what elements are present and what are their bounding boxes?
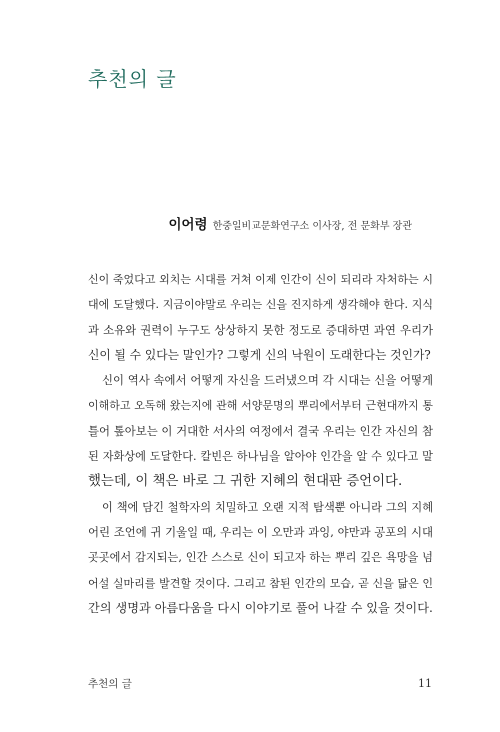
text-line: 곳곳에서 감지되는, 인간 스스로 신이 되고자 하는 뿌리 깊은 욕망을 넘: [88, 551, 433, 565]
text-line: 과 소유와 권력이 누구도 상상하지 못한 정도로 증대하면 과연 우리가: [88, 322, 433, 337]
body-text: [88, 267, 433, 621]
text-line: 어설 실마리를 발견할 것이다. 그리고 참된 인간의 모습, 곧 신을 닮은 인: [88, 576, 433, 590]
author-name: 이어령: [168, 217, 208, 233]
text-line: 틀어 톺아보는 이 거대한 서사의 여정에서 결국 우리는 인간 자신의 참: [88, 423, 433, 438]
text-line: 했는데, 이 책은 바로 그 귀한 지혜의 현대판 증언이다.: [88, 474, 403, 490]
paragraph: [88, 267, 433, 368]
running-footer-title: 추천의 글: [88, 678, 132, 690]
paragraph: [88, 495, 433, 621]
text-line: 신이 될 수 있다는 말인가? 그렇게 신의 낙원이 도래한다는 것인가?: [88, 347, 431, 362]
paragraph: [88, 368, 433, 494]
text-line: 된 자화상에 도달한다. 칼빈은 하나님을 알아야 인간을 알 수 있다고 말: [88, 450, 433, 464]
chapter-title: 추천의 글: [88, 67, 177, 91]
text-line: 이 책에 담긴 철학자의 치밀하고 오랜 지적 탐색뿐 아니라 그의 지혜: [102, 500, 433, 514]
text-line: 이해하고 오독해 왔는지에 관해 서양문명의 뿌리에서부터 근현대까지 통: [88, 399, 433, 413]
page-number: 11: [418, 677, 432, 690]
text-line: 간의 생명과 아름다움을 다시 이야기로 풀어 나갈 수 있을 것이다.: [88, 600, 433, 615]
author-title: 한중일비교문화연구소 이사장, 전 문화부 장관: [212, 221, 412, 232]
text-line: 대에 도달했다. 지금이야말로 우리는 신을 진지하게 생각해야 한다. 지식: [88, 298, 433, 312]
text-line: 어린 조언에 귀 기울일 때, 우리는 이 오만과 과잉, 야만과 공포의 시대: [88, 524, 433, 539]
text-line: 신이 죽었다고 외치는 시대를 거쳐 이제 인간이 신이 되리라 자처하는 시: [88, 273, 433, 286]
text-line: 신이 역사 속에서 어떻게 자신을 드러냈으며 각 시대는 신을 어떻게: [102, 373, 433, 388]
author-byline: [168, 214, 412, 237]
